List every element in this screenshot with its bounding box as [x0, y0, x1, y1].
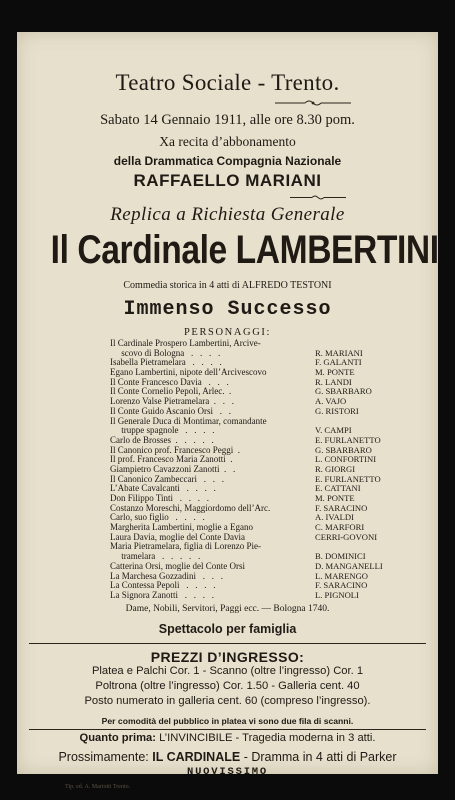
cast-actor: L. PIGNOLI	[315, 589, 359, 600]
cast-role: Il Generale Duca di Montimar, comandante	[110, 415, 267, 426]
cast-actor: R. LANDI	[315, 376, 352, 387]
printer-credit: Tip. ed. A. Mariotti Trento.	[65, 784, 131, 790]
cast-actor: G. SBARBARO	[315, 386, 372, 397]
family-show-note: Spettacolo per famiglia	[158, 622, 297, 636]
company-director: RAFFAELLO MARIANI	[133, 171, 322, 190]
cast-role: L’Abate Cavalcanti . . . .	[110, 483, 216, 494]
cast-role: Isabella Pietramelara . . . .	[110, 357, 222, 368]
cast-role: truppe spagnole . . . .	[110, 425, 215, 436]
flourish-ornament-top	[273, 99, 353, 107]
poster-sheet	[17, 32, 439, 790]
cast-role: Egano Lambertini, nipote dell’Arcivescovo	[110, 367, 267, 378]
coming-soon-text: L’INVINCIBILE - Tragedia moderna in 3 atti.	[159, 732, 376, 744]
cast-role: La Signora Zanotti . . . .	[110, 589, 214, 600]
upcoming-line	[17, 750, 438, 764]
theatre-name: Teatro Sociale - Trento.	[115, 70, 340, 95]
coming-soon-line	[17, 732, 438, 744]
cast-actor: G. SBARBARO	[315, 444, 372, 455]
cast-actor: R. MARIANI	[315, 347, 363, 358]
cast-actor: E. FURLANETTO	[315, 434, 381, 445]
cast-actor: G. RISTORI	[315, 405, 359, 416]
coming-soon-label: Quanto prima:	[79, 732, 156, 744]
price-line: Poltrona (oltre l’ingresso) Cor. 1.50 - Galleria cent. 40	[95, 680, 360, 692]
cast-role: Il Canonico prof. Francesco Peggi .	[110, 444, 240, 455]
cast-role: Maria Pietramelara, figlia di Lorenzo Pie-	[110, 541, 261, 552]
cast-actor: B. DOMINICI	[315, 551, 366, 562]
cast-role: La Marchesa Gozzadini . . .	[110, 570, 223, 581]
upcoming-label: Prossimamente:	[58, 750, 149, 764]
success-banner: Immenso Successo	[123, 298, 332, 321]
cast-actor: A. IVALDI	[315, 512, 354, 523]
cast-role: Lorenzo Valse Pietramelara . . .	[110, 396, 235, 407]
cast-list	[110, 338, 383, 601]
cast-heading: PERSONAGGI:	[183, 327, 272, 338]
cast-actor: CERRI-GOVONI	[315, 531, 378, 542]
cast-role: Catterina Orsi, moglie del Conte Orsi	[110, 560, 245, 571]
company-name: della Drammatica Compagnia Nazionale	[113, 154, 342, 168]
play-genre-author: Commedia storica in 4 atti di ALFREDO TESTONI	[123, 280, 332, 291]
cast-actor: E. FURLANETTO	[315, 473, 381, 484]
cast-role: Carlo de Brosses . . . . .	[110, 434, 214, 445]
cast-role: Il Cardinale Prospero Lambertini, Arcive-	[110, 338, 261, 348]
cast-role: Don Filippo Tinti . . . .	[110, 493, 210, 503]
cast-role: Il Conte Guido Ascanio Orsi . .	[110, 405, 231, 416]
cast-actor: M. PONTE	[315, 493, 355, 503]
cast-actor: L. MARENGO	[315, 570, 368, 581]
cast-footer: Dame, Nobili, Servitori, Paggi ecc. — Bologna 1740.	[125, 604, 330, 614]
cast-role: Carlo, suo figlio . . . .	[110, 512, 205, 523]
cast-actor: V. CAMPI	[315, 425, 352, 436]
replica-heading: Replica a Richiesta Generale	[110, 204, 345, 225]
subscription-recital: Xa recita d’abbonamento	[159, 134, 296, 149]
cast-actor: L. CONFORTINI	[315, 454, 377, 465]
performance-date: Sabato 14 Gennaio 1911, alle ore 8.30 pom.	[100, 112, 355, 128]
cast-actor: R. GIORGI	[315, 463, 356, 474]
cast-row	[110, 591, 376, 601]
play-title: Il Cardinale LAMBERTINI	[50, 228, 439, 272]
cast-role: tramelara . . . . .	[110, 551, 201, 562]
cast-role: Laura Davia, moglie del Conte Davia	[110, 531, 245, 542]
cast-role: Il Conte Francesco Davia . . .	[110, 376, 229, 387]
brand-new-label: NUOVISSIMO	[186, 766, 268, 778]
price-line: Posto numerato in galleria cent. 60 (compreso l’ingresso).	[84, 695, 371, 707]
cast-actor: A. VAJO	[315, 396, 347, 407]
cast-actor: E. CATTANI	[315, 483, 361, 494]
cast-role: La Contessa Pepoli . . . .	[110, 580, 216, 591]
cast-role: Costanzo Moreschi, Maggiordomo dell’Arc.	[110, 502, 271, 513]
upcoming-text: - Dramma in 4 atti di Parker	[243, 750, 397, 764]
cast-role: Il Conte Cornelio Pepoli, Arlec. .	[110, 386, 232, 397]
price-line: Platea e Palchi Cor. 1 - Scanno (oltre l’ingresso) Cor. 1	[91, 665, 364, 677]
cast-role: Il Canonico Zambeccari . . .	[110, 473, 224, 484]
upcoming-title: IL CARDINALE	[152, 750, 241, 764]
cast-actor: M. PONTE	[315, 367, 355, 378]
cast-role: Margherita Lambertini, moglie a Egano	[110, 522, 254, 533]
cast-actor: F. SARACINO	[315, 502, 368, 513]
cast-actor: F. SARACINO	[315, 580, 368, 591]
cast-actor: F. GALANTI	[315, 357, 362, 368]
seating-note: Per comodità del pubblico in platea vi sono due fila di scanni.	[101, 716, 354, 726]
cast-actor: D. MANGANELLI	[315, 560, 383, 571]
prices-heading: PREZZI D’INGRESSO:	[150, 649, 305, 665]
divider-rule	[29, 643, 426, 644]
cast-role: Giampietro Cavazzoni Zanotti . .	[110, 463, 236, 474]
flourish-ornament-middle	[288, 194, 348, 201]
cast-role: Il prof. Francesco Maria Zanotti .	[110, 454, 233, 465]
cast-role: scovo di Bologna . . . .	[110, 347, 221, 358]
divider-rule	[29, 729, 426, 730]
cast-actor: C. MARFORI	[315, 522, 365, 533]
